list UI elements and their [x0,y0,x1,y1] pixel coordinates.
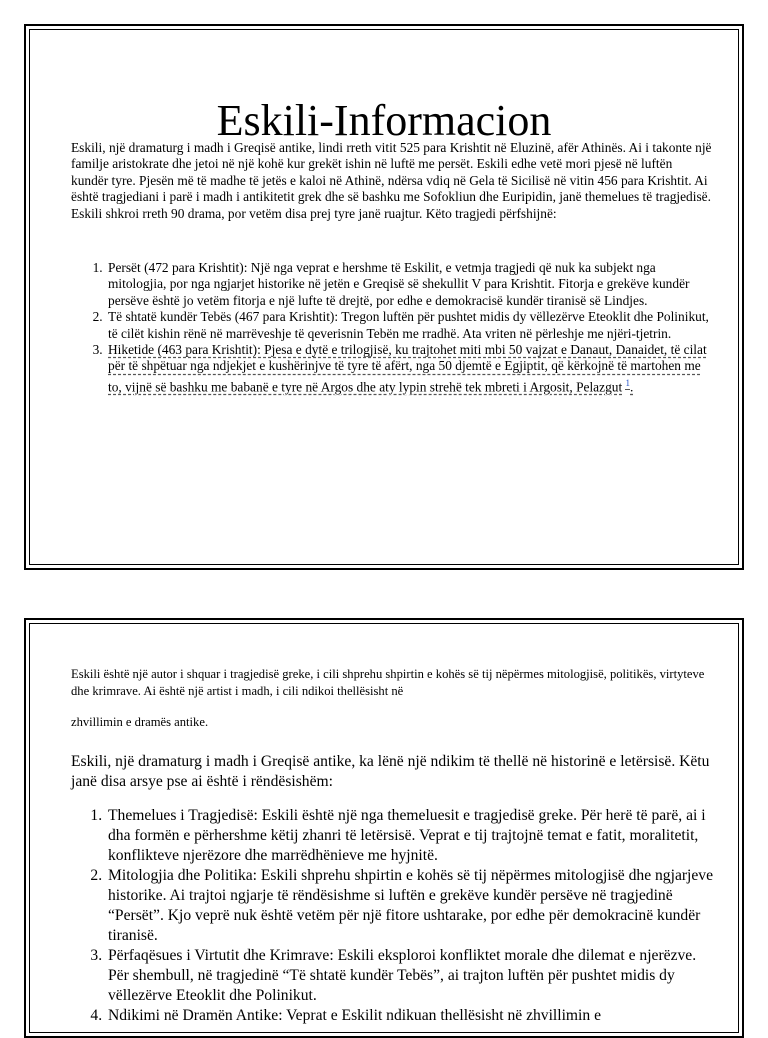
list-item: 2. Mitologjia dhe Politika: Eskili shprehu shpirtin e kohës së tij nëpërmes mitologjisë dhe ngjarjeve historike. Ai trajtoi ngjarje të rëndësishme si luftën e grekëve kundër persëve në tragjedinë “Persët”. Kjo veprë nuk është vetëm për një fitore ushtarake, por edhe për demokracinë kundër tiranisë. [106,866,716,946]
importance-intro: Eskili, një dramaturg i madh i Greqisë antike, ka lënë një ndikim të thellë në historinë e letërsisë. Këtu janë disa arsye pse ai është i rëndësishëm: [71,753,710,790]
slide-1 [24,24,744,570]
footnote-link[interactable]: 1 [625,377,631,388]
intro-paragraph: Eskili, një dramaturg i madh i Greqisë antike, lindi rreth vitit 525 para Krishtit në Eluzinë, afër Athinës. Ai i takonte një familje aristokrate dhe jetoi në një kohë kur grekët ishin në luftë me persët. Eskili edhe vetë mori pjesë në luftën kundër tyre. Pjesën më të madhe të jetës e kaloi në Athinë, ndërsa vdiq në Gela të Sicilisë në vitin 456 para Krishtit. Ai është tragjediani i parë i madh i antikitetit grek dhe së bashku me Sofokliun dhe Euripidin, janë themelues të tragjedisë. Eskili shkroi rreth 90 drama, por vetëm disa prej tyre janë ruajtur. Këto tragjedi përfshijnë: [71,140,712,221]
list-item: 4. Ndikimi në Dramën Antike: Veprat e Eskilit ndikuan thellësisht në zhvillimin e [106,1006,716,1026]
slide-2 [24,618,744,1038]
list-item: 3. Hiketide (463 para Krishtit): Pjesa e dytë e trilogjisë, ku trajtohet miti mbi 50 vajzat e Danaut, Danaidet, të cilat për të shpëtuar nga ndjekjet e kushërinjve të tyre të afërt, nga 50 djemtë e Egjiptit, që kërkojnë të martohen me to, vijnë së bashku me babanë e tyre në Argos dhe aty lypin strehë tek mbreti i Argosit, Pelazgut $^1$. [106,342,712,396]
tragedies-list [71,260,712,396]
list-item: 1. Themelues i Tragjedisë: Eskili është një nga themeluesit e tragjedisë greke. Për herë të parë, ai i dha formën e përhershme këtij zhanri të letërsisë. Veprat e tij trajtojnë temat e fatit, moralitetit, konflikteve njerëzore dhe marrëdhënieve me hyjnitë. [106,806,716,866]
importance-list [71,806,716,1026]
slide-title: Eskili-Informacion [216,96,552,145]
summary-paragraph-continued: zhvillimin e dramës antike. [71,715,209,729]
summary-paragraph: Eskili është një autor i shquar i tragjedisë greke, i cili shprehu shpirtin e kohës së tij nëpërmes mitologjisë, politikës, virtyteve dhe krimrave. Ai është një artist i madh, i cili ndikoi thellësisht në [71,667,705,698]
list-item: 2. Të shtatë kundër Tebës (467 para Krishtit): Tregon luftën për pushtet midis dy vëllezërve Eteoklit dhe Polinikut, të cilët kishin rënë në marrëveshje të qeverisnin Tebën me rradhë. Ata vriten në përleshje me njëri-tjetrin. [106,309,712,342]
list-item: 3. Përfaqësues i Virtutit dhe Krimrave: Eskili eksploroi konfliktet morale dhe dilemat e njerëzve. Për shembull, në tragjedinë “Të shtatë kundër Tebës”, ai trajton luftën për pushtet midis dy vëllezërve Eteoklit dhe Polinikut. [106,946,716,1006]
list-item: 1. Persët (472 para Krishtit): Një nga veprat e hershme të Eskilit, e vetmja tragjedi që nuk ka subjekt nga mitologjia, por nga ngjarjet historike në jetën e Greqisë së shekullit V para Krishtit. Fitorja e grekëve kundër persëve është jo vetëm fitorja e një lufte të drejtë, por edhe e demokracisë kundër tiranisë së Lindjes. [106,260,712,309]
highlighted-text: Hiketide (463 para Krishtit): Pjesa e dytë e trilogjisë, ku trajtohet miti mbi 50 vajzat e Danaut, Danaidet, të cilat për të shpëtuar nga ndjekjet e kushërinjve të tyre të afërt, nga 50 djemtë e Egjiptit, që kërkojnë të martohen me to, vijnë së bashku me babanë e tyre në Argos dhe aty lypin strehë tek mbreti i Argosit, Pelazgut [108,342,707,395]
